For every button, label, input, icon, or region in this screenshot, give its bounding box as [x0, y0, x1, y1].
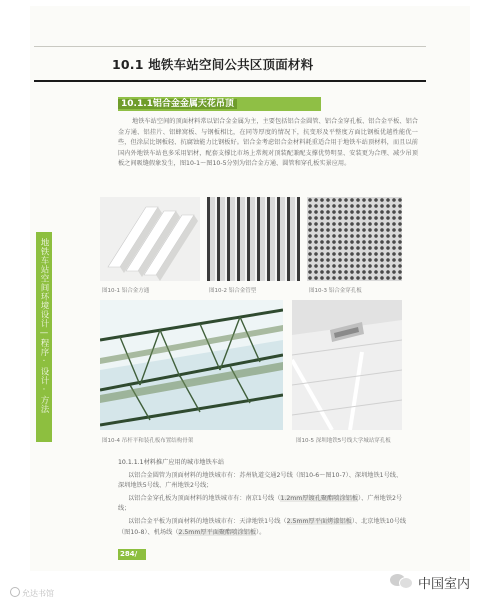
figure-square-tubes — [100, 197, 200, 281]
truss-illustration — [100, 300, 283, 430]
list-item-3-highlight-2: 2.5mm厚平面聚酯喷涂铝板 — [178, 528, 257, 536]
list-item-3-post: ）。 — [256, 528, 266, 536]
figure-5-caption: 图10-5 深圳地铁5号线大学城站穿孔板 — [296, 438, 391, 444]
watermark-right-text: 中国室内 — [418, 577, 471, 592]
body-paragraph: 地铁车站空间的顶面材料常以铝合金金属为主，主要包括铝合金圆管、铝合金穿孔板、铝合金平板、铝合金方通、铝挂片、铝蜂窝板、与钢板相比，在同等厚度的情况下，抗变形及平整度方面比钢板优越性能优一些，但涂层比钢板轻、抗腐蚀能力比钢板好。铝合金考虑铝合金材料耗重适合用于地铁车站顶材料，而且以前国内外地铁车站也多采用铝材，配套支撑比市场上常规对顶装配兼配支撑优势明显、安装更为合理、减少吊顶板之间吸缝假象发生，图10-1～图10-5分别为铝合金方通、圆管和穿孔板实景应用。 — [118, 118, 418, 168]
title-rule — [34, 80, 426, 82]
list-item-1: 以铝合金圆管为顶面材料的地铁城市有：苏州轨道交通2号线（图10-6～图10-7）、深圳地铁1号线、深圳地铁5号线、广州地铁2号线； — [118, 471, 403, 490]
wechat-icon-secondary — [399, 577, 413, 589]
figure-4-caption: 图10-4 吊杆平和装孔板布置结构骨架 — [102, 438, 194, 444]
applications-list — [118, 458, 408, 540]
list-item-3-pre: 以铝合金平板为顶面材料的地铁城市有：天津地铁1号线（ — [128, 517, 287, 525]
list-item-2-highlight: 1.2mm厚镀孔聚酯喷涂铝板 — [280, 494, 359, 502]
figure-grille — [207, 197, 300, 281]
chapter-title: 10.1 地铁车站空间公共区顶面材料 — [112, 57, 314, 72]
list-item-2-pre: 以铝合金穿孔板为顶面材料的地铁城市有：南京1号线（ — [128, 494, 281, 502]
figure-station-ceiling — [292, 300, 402, 430]
section-heading — [118, 97, 321, 111]
watermark-right — [390, 572, 490, 590]
side-tab — [36, 232, 52, 442]
page-number: 284/ — [118, 549, 146, 560]
figure-truss-ceiling — [100, 300, 283, 430]
body-text — [118, 117, 418, 170]
side-tab-text: 地铁车站空间环境设计—程序·设计·方法 — [39, 238, 49, 414]
watermark-ring-icon — [10, 587, 20, 597]
station-ceiling-illustration — [292, 300, 402, 430]
list-item-2-post: ）、广州地铁2号线； — [118, 494, 403, 513]
top-rule — [34, 46, 426, 47]
figure-1-caption: 图10-1 铝合金方通 — [102, 288, 150, 294]
figure-2-caption: 图10-2 铝合金管型 — [209, 288, 257, 294]
list-item-2 — [118, 494, 408, 515]
figure-perforated-panel — [307, 197, 402, 281]
list-lead: 10.1.1.1材料推广应用的城市地铁车站 — [118, 459, 225, 466]
list-item-3-highlight-1: 2.5mm厚平面烤漆铝板 — [286, 517, 352, 525]
list-item-3-mid: ）、北京地铁10号线（图10-8）、机场线（ — [118, 517, 407, 536]
watermark-left-text: 允达书馆 — [22, 589, 54, 598]
list-item-3 — [118, 517, 408, 538]
figure-3-caption: 图10-3 铝合金穿孔板 — [309, 288, 362, 294]
section-heading-text: 10.1.1铝合金金属天花吊顶 — [118, 99, 237, 109]
square-tubes-illustration — [100, 197, 200, 281]
watermark-left — [10, 587, 54, 599]
